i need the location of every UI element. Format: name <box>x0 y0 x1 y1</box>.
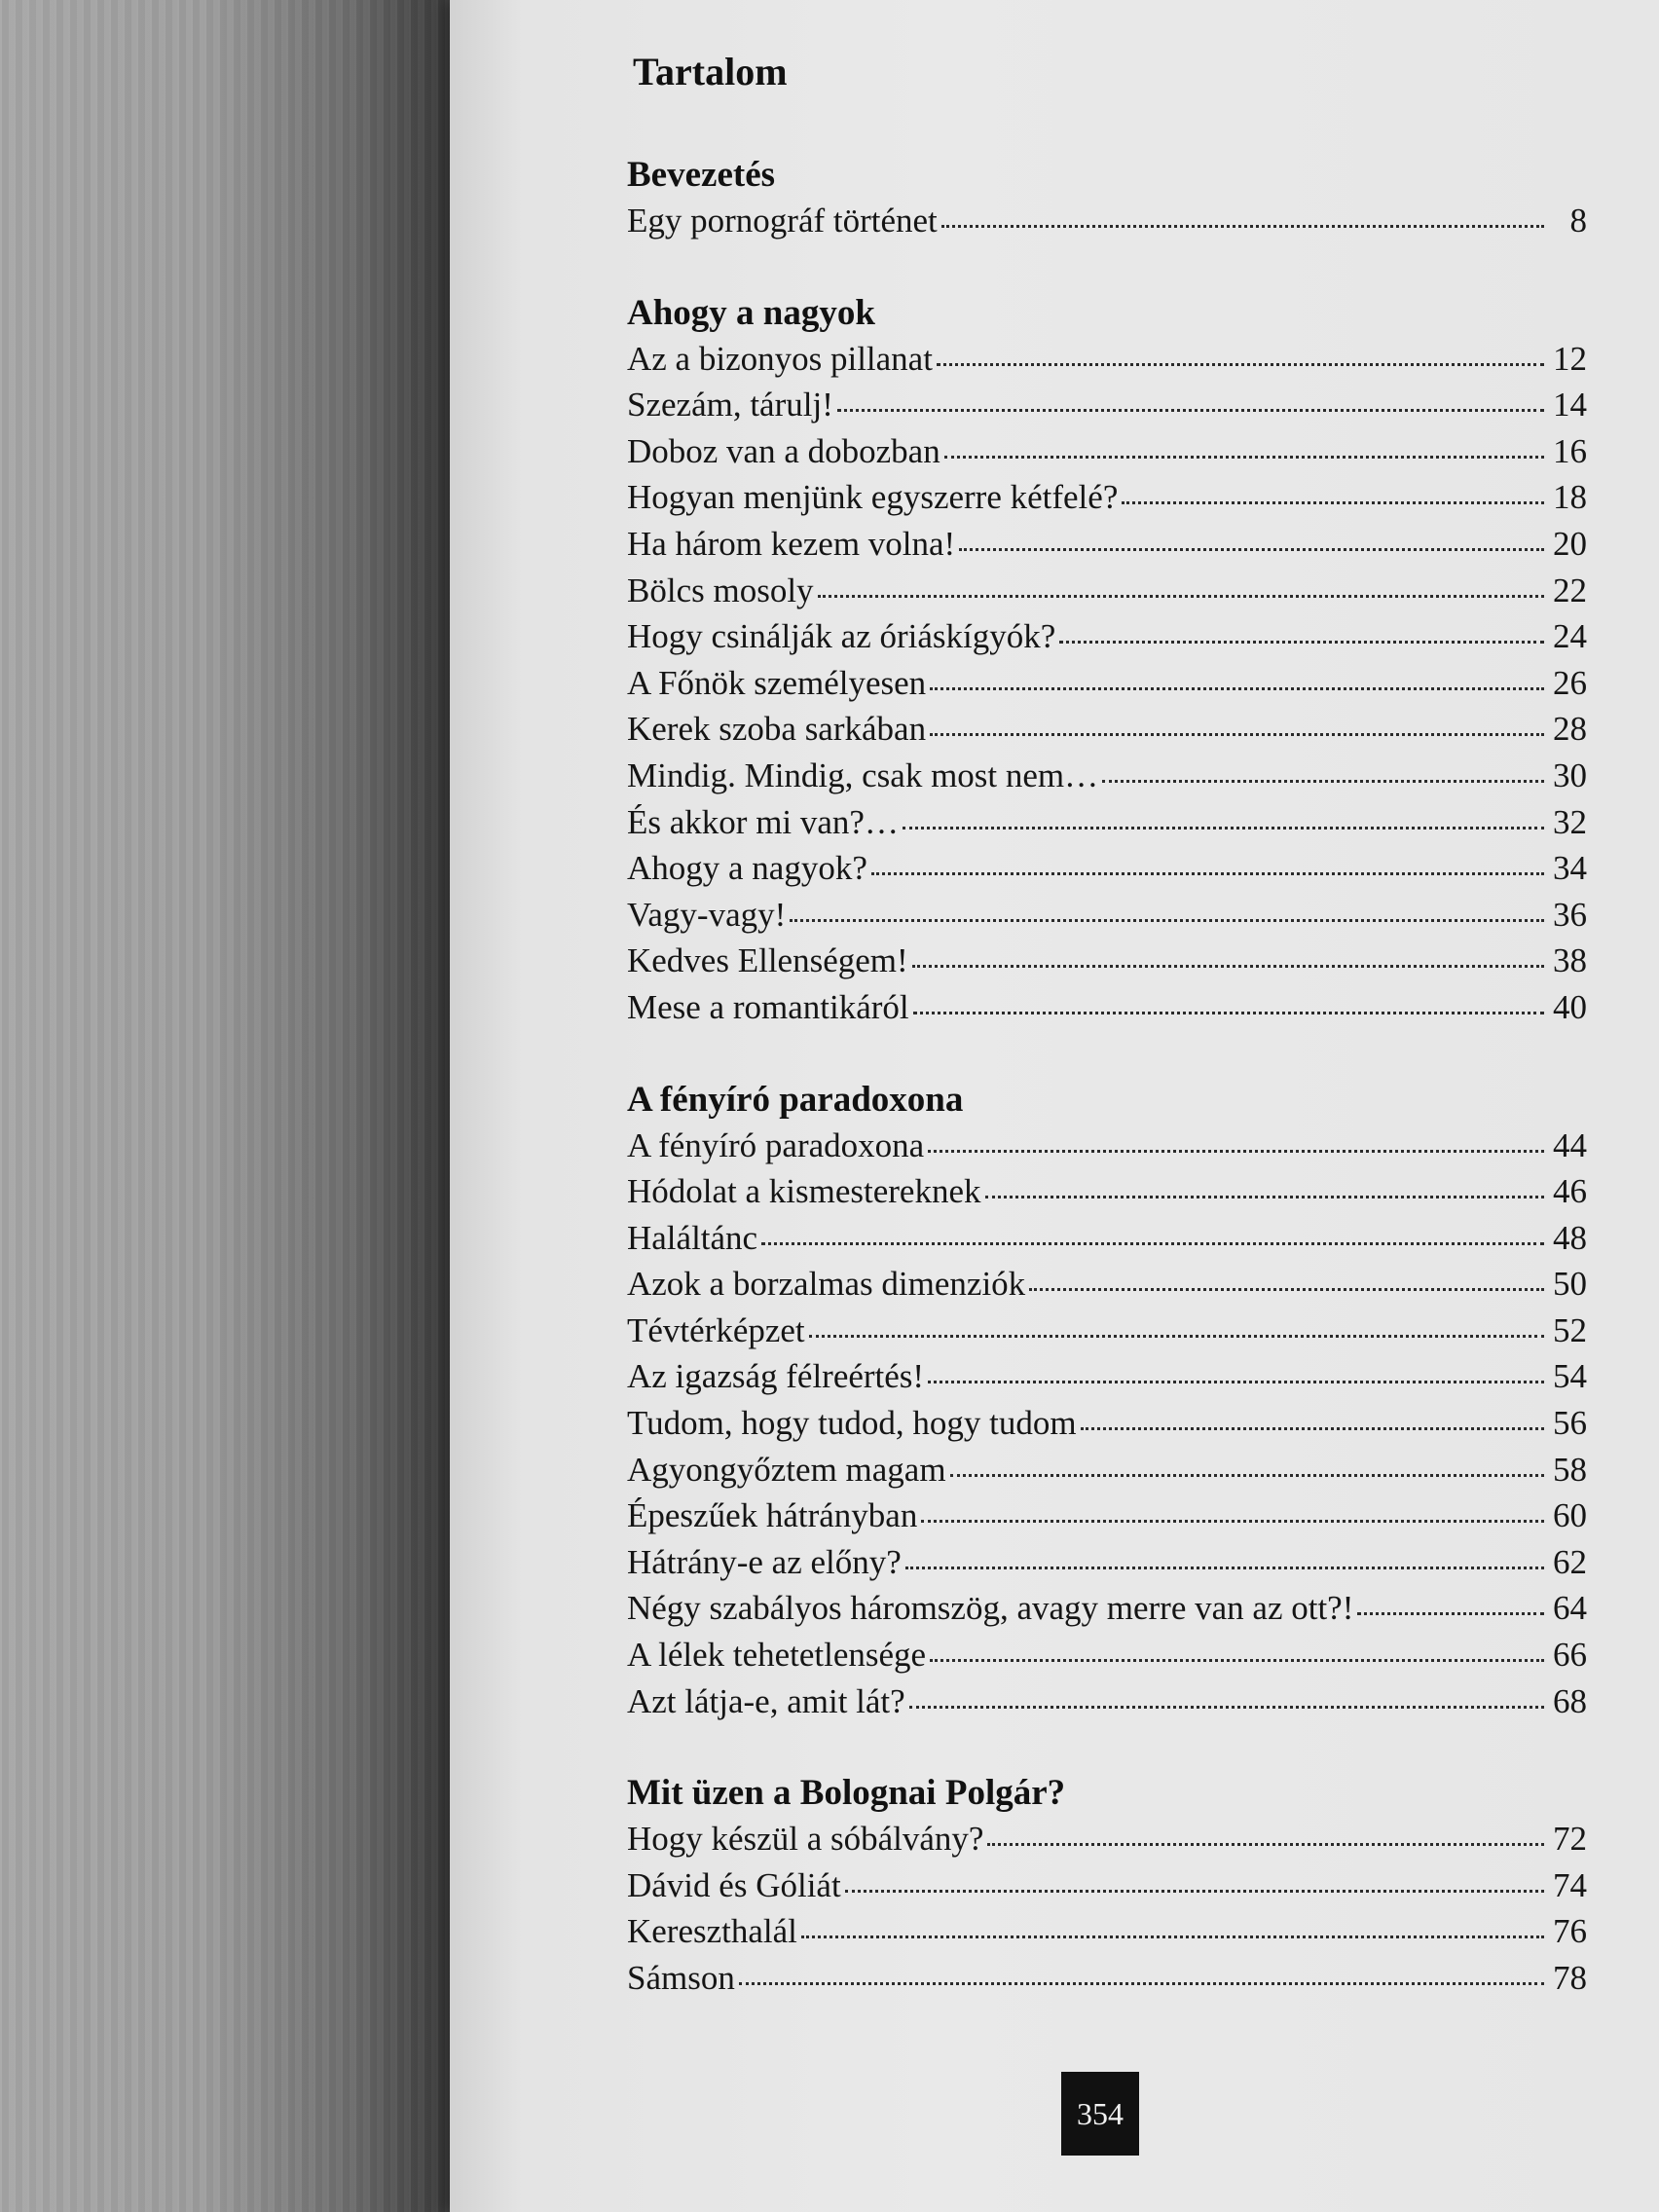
entry-page-number: 26 <box>1553 663 1587 702</box>
toc-entry <box>627 521 1587 568</box>
entry-page-number: 20 <box>1553 524 1587 563</box>
entry-page-number: 62 <box>1553 1542 1587 1581</box>
toc-entry <box>627 198 1587 244</box>
entry-page-number: 34 <box>1553 849 1587 888</box>
dot-leader <box>1122 499 1544 504</box>
entry-page-number: 48 <box>1553 1218 1587 1257</box>
dot-leader <box>944 454 1544 459</box>
toc-entry <box>627 1632 1587 1678</box>
toc-entry <box>627 1493 1587 1539</box>
dot-leader <box>930 685 1544 690</box>
toc-entry <box>627 938 1587 984</box>
toc-entry <box>627 1123 1587 1169</box>
toc-entry <box>627 1539 1587 1586</box>
entry-title: Kerek szoba sarkában <box>627 710 927 749</box>
toc-entry <box>627 1585 1587 1632</box>
entry-title: Haláltánc <box>627 1218 758 1257</box>
entry-title: Hátrány-e az előny? <box>627 1542 902 1581</box>
entry-page-number: 52 <box>1553 1310 1587 1349</box>
entry-page-number: 58 <box>1553 1450 1587 1489</box>
entry-page-number: 36 <box>1553 895 1587 934</box>
entry-page-number: 32 <box>1553 802 1587 841</box>
toc-entry <box>627 474 1587 521</box>
entry-page-number: 22 <box>1553 571 1587 609</box>
entry-title: Hogy készül a sóbálvány? <box>627 1820 984 1859</box>
toc-entry <box>627 753 1587 799</box>
entry-title: Sámson <box>627 1959 735 1997</box>
dot-leader <box>1059 639 1544 644</box>
entry-page-number: 16 <box>1553 431 1587 470</box>
dot-leader <box>987 1841 1544 1846</box>
entry-page-number: 60 <box>1553 1496 1587 1535</box>
dot-leader <box>903 825 1544 830</box>
dot-leader <box>930 1657 1544 1662</box>
entry-title: Bölcs mosoly <box>627 571 814 609</box>
entry-title: Kedves Ellenségem! <box>627 941 908 980</box>
entry-title: Azok a borzalmas dimenziók <box>627 1265 1026 1304</box>
dot-leader <box>950 1472 1544 1477</box>
book-spine <box>0 0 450 2212</box>
entry-title: Hogyan menjünk egyszerre kétfelé? <box>627 478 1119 517</box>
dot-leader <box>905 1565 1544 1569</box>
dot-leader <box>1357 1610 1544 1615</box>
dot-leader <box>921 1518 1544 1523</box>
toc-entry <box>627 1678 1587 1725</box>
entry-title: A Főnök személyesen <box>627 663 927 702</box>
dot-leader <box>761 1240 1544 1245</box>
entry-page-number: 78 <box>1553 1959 1587 1997</box>
entry-title: Hogy csinálják az óriáskígyók? <box>627 617 1056 656</box>
toc-entry <box>627 336 1587 383</box>
section-heading: Ahogy a nagyok <box>627 292 875 333</box>
entry-page-number: 46 <box>1553 1172 1587 1211</box>
toc-entry <box>627 845 1587 892</box>
entry-title: És akkor mi van?… <box>627 802 899 841</box>
toc-entry <box>627 1447 1587 1493</box>
toc-entry <box>627 1400 1587 1447</box>
entry-title: Tévtérképzet <box>627 1310 805 1349</box>
toc-entry <box>627 428 1587 475</box>
entry-page-number: 18 <box>1553 478 1587 517</box>
section-heading: Bevezetés <box>627 155 776 195</box>
dot-leader <box>845 1888 1544 1893</box>
entry-title: Az igazság félreértés! <box>627 1357 925 1396</box>
dot-leader <box>818 593 1544 598</box>
entry-page-number: 24 <box>1553 617 1587 656</box>
section-heading: Mit üzen a Bolognai Polgár? <box>627 1773 1066 1814</box>
entry-title: Kereszthalál <box>627 1912 797 1951</box>
entry-title: Az a bizonyos pillanat <box>627 339 933 378</box>
entry-title: Ahogy a nagyok? <box>627 849 867 888</box>
entry-title: Azt látja-e, amit lát? <box>627 1681 905 1720</box>
entry-title: Egy pornográf történet <box>627 202 938 240</box>
entry-page-number: 50 <box>1553 1265 1587 1304</box>
entry-page-number: 12 <box>1553 339 1587 378</box>
entry-page-number: 14 <box>1553 386 1587 424</box>
entry-page-number: 54 <box>1553 1357 1587 1396</box>
entry-page-number: 56 <box>1553 1404 1587 1443</box>
toc-entry <box>627 1862 1587 1909</box>
entry-title: Négy szabályos háromszög, avagy merre van az ott?! <box>627 1589 1354 1628</box>
table-of-contents <box>627 49 1587 2048</box>
entry-title: A lélek tehetetlensége <box>627 1636 927 1675</box>
dot-leader <box>871 870 1544 875</box>
toc-entry <box>627 660 1587 707</box>
dot-leader <box>1029 1286 1544 1291</box>
dot-leader <box>941 223 1544 228</box>
dot-leader <box>801 1934 1544 1938</box>
entry-page-number: 76 <box>1553 1912 1587 1951</box>
entry-title: Szezám, tárulj! <box>627 386 833 424</box>
toc-entry <box>627 892 1587 939</box>
dot-leader <box>1102 778 1544 783</box>
entry-page-number: 30 <box>1553 756 1587 794</box>
entry-title: Épeszűek hátrányban <box>627 1496 918 1535</box>
entry-title: Mindig. Mindig, csak most nem… <box>627 756 1099 794</box>
entry-page-number: 74 <box>1553 1865 1587 1904</box>
dot-leader <box>912 963 1544 968</box>
toc-entry <box>627 1215 1587 1262</box>
dot-leader <box>930 731 1544 736</box>
dot-leader <box>739 1980 1544 1985</box>
toc-entry <box>627 613 1587 660</box>
toc-entry <box>627 799 1587 846</box>
book-page <box>450 0 1659 2212</box>
toc-sections <box>627 153 1587 2002</box>
entry-title: Tudom, hogy tudod, hogy tudom <box>627 1404 1077 1443</box>
dot-leader <box>909 1704 1544 1709</box>
toc-entry <box>627 1261 1587 1308</box>
toc-title: Tartalom <box>633 50 788 93</box>
toc-entry <box>627 984 1587 1031</box>
toc-section <box>627 153 1587 244</box>
entry-title: Hódolat a kismestereknek <box>627 1172 981 1211</box>
dot-leader <box>928 1148 1544 1153</box>
entry-title: A fényíró paradoxona <box>627 1125 925 1164</box>
toc-entry <box>627 1816 1587 1862</box>
toc-entry <box>627 382 1587 428</box>
entry-title: Dávid és Góliát <box>627 1865 841 1904</box>
toc-section <box>627 291 1587 1031</box>
dot-leader <box>837 407 1544 412</box>
dot-leader <box>985 1194 1544 1198</box>
toc-entry <box>627 1168 1587 1215</box>
toc-section <box>627 1771 1587 2001</box>
entry-title: Ha három kezem volna! <box>627 524 956 563</box>
dot-leader <box>937 361 1544 366</box>
toc-entry <box>627 1308 1587 1354</box>
entry-title: Agyongyőztem magam <box>627 1450 946 1489</box>
page-number: 354 <box>1061 2072 1139 2156</box>
toc-entry <box>627 1908 1587 1955</box>
entry-page-number: 68 <box>1553 1681 1587 1720</box>
entry-page-number: 8 <box>1569 202 1587 240</box>
entry-page-number: 38 <box>1553 941 1587 980</box>
entry-page-number: 72 <box>1553 1820 1587 1859</box>
dot-leader <box>790 917 1544 922</box>
toc-entry <box>627 1353 1587 1400</box>
entry-title: Doboz van a dobozban <box>627 431 940 470</box>
entry-title: Vagy-vagy! <box>627 895 787 934</box>
entry-page-number: 64 <box>1553 1589 1587 1628</box>
dot-leader <box>928 1379 1544 1383</box>
toc-entry <box>627 1955 1587 2002</box>
dot-leader <box>913 1010 1544 1014</box>
dot-leader <box>1081 1425 1544 1430</box>
entry-page-number: 66 <box>1553 1636 1587 1675</box>
toc-entry <box>627 568 1587 614</box>
dot-leader <box>809 1333 1544 1338</box>
dot-leader <box>959 546 1544 551</box>
entry-title: Mese a romantikáról <box>627 987 909 1026</box>
toc-section <box>627 1078 1587 1725</box>
entry-page-number: 40 <box>1553 987 1587 1026</box>
section-heading: A fényíró paradoxona <box>627 1079 964 1120</box>
toc-entry <box>627 706 1587 753</box>
entry-page-number: 28 <box>1553 710 1587 749</box>
entry-page-number: 44 <box>1553 1125 1587 1164</box>
